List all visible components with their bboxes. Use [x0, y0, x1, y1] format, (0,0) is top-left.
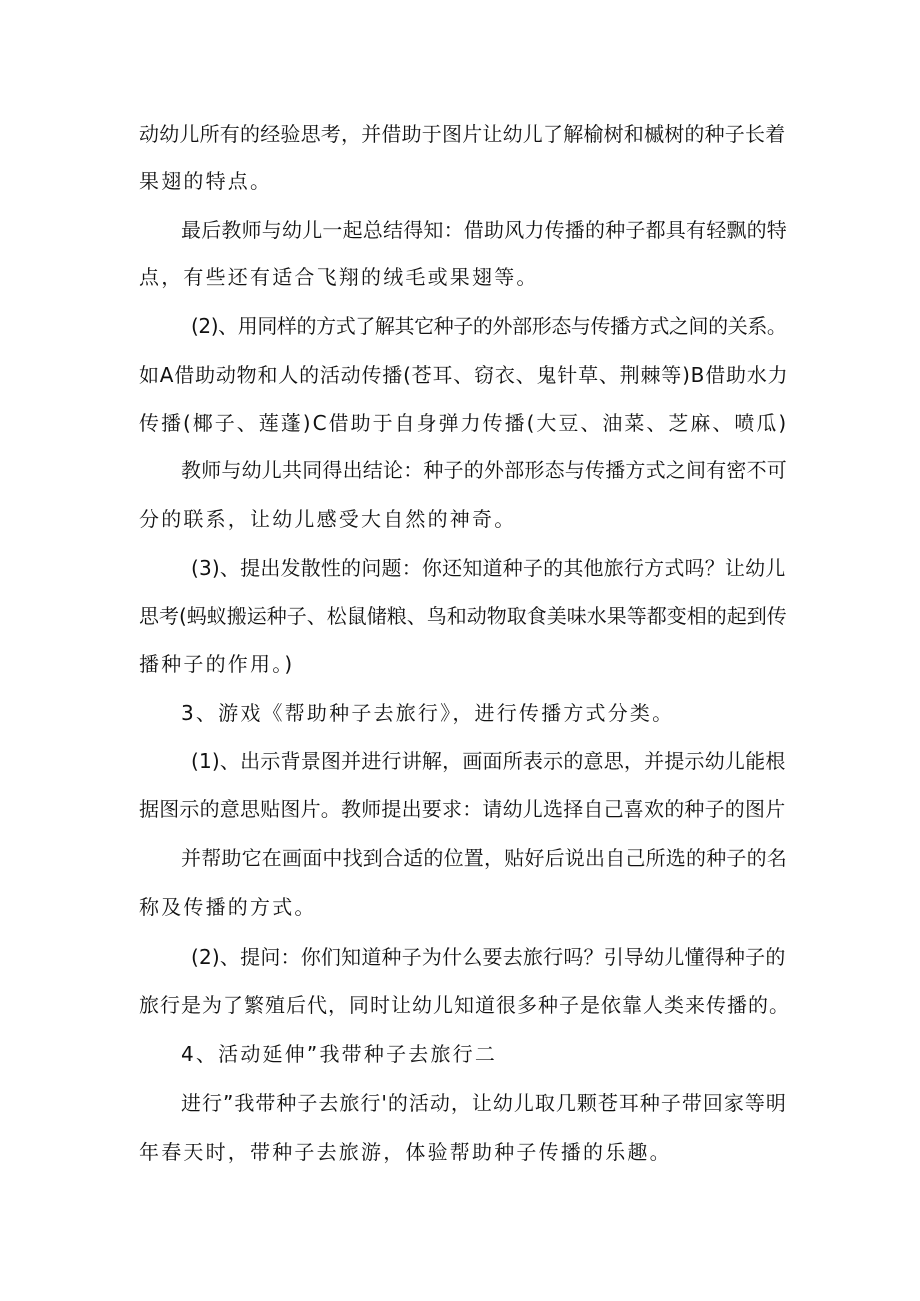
text-line: 分的联系，让幼儿感受大自然的神奇。: [139, 507, 517, 531]
text-line: 年春天时，带种子去旅游，体验帮助种子传播的乐趣。: [139, 1140, 672, 1164]
text-line: 如A借助动物和人的活动传播(苍耳、窃衣、鬼针草、荆棘等)B借助水力: [139, 363, 789, 387]
text-line: 果翅的特点。: [139, 169, 273, 193]
text-line: 4、活动延伸”我带种子去旅行二: [181, 1042, 498, 1066]
text-line: 动幼儿所有的经验思考，并借助于图片让幼儿了解榆树和槭树的种子长着: [139, 122, 786, 146]
text-line: 传播(椰子、莲蓬)C借助于自身弹力传播(大豆、油菜、芝麻、喷瓜): [139, 411, 789, 435]
text-line: (2)、用同样的方式了解其它种子的外部形态与传播方式之间的关系。: [191, 314, 787, 338]
text-line: 据图示的意思贴图片。教师提出要求：请幼儿选择自己喜欢的种子的图片: [139, 797, 786, 821]
text-line: 教师与幼儿共同得出结论：种子的外部形态与传播方式之间有密不可: [181, 458, 787, 482]
text-line: (3)、提出发散性的问题：你还知道种子的其他旅行方式吗？让幼儿: [191, 556, 786, 580]
text-line: 思考(蚂蚁搬运种子、松鼠储粮、鸟和动物取食美味水果等都变相的起到传: [139, 604, 787, 628]
text-line: 点，有些还有适合飞翔的绒毛或果翅等。: [139, 265, 539, 289]
text-line: 进行”我带种子去旅行'的活动，让幼儿取几颗苍耳种子带回家等明: [181, 1091, 787, 1115]
text-line: 3、游戏《帮助种子去旅行》，进行传播方式分类。: [181, 701, 675, 725]
text-line: 旅行是为了繁殖后代，同时让幼儿知道很多种子是依靠人类来传播的。: [139, 993, 790, 1017]
text-line: 并帮助它在画面中找到合适的位置，贴好后说出自己所选的种子的名: [181, 846, 787, 870]
text-line: 称及传播的方式。: [139, 895, 317, 919]
text-line: 最后教师与幼儿一起总结得知：借助风力传播的种子都具有轻飘的特: [181, 218, 787, 242]
text-line: (2)、提问：你们知道种子为什么要去旅行吗？引导幼儿懂得种子的: [191, 945, 786, 969]
text-line: (1)、出示背景图并进行讲解，画面所表示的意思，并提示幼儿能根: [191, 749, 786, 773]
text-line: 播种子的作用。): [139, 652, 295, 676]
